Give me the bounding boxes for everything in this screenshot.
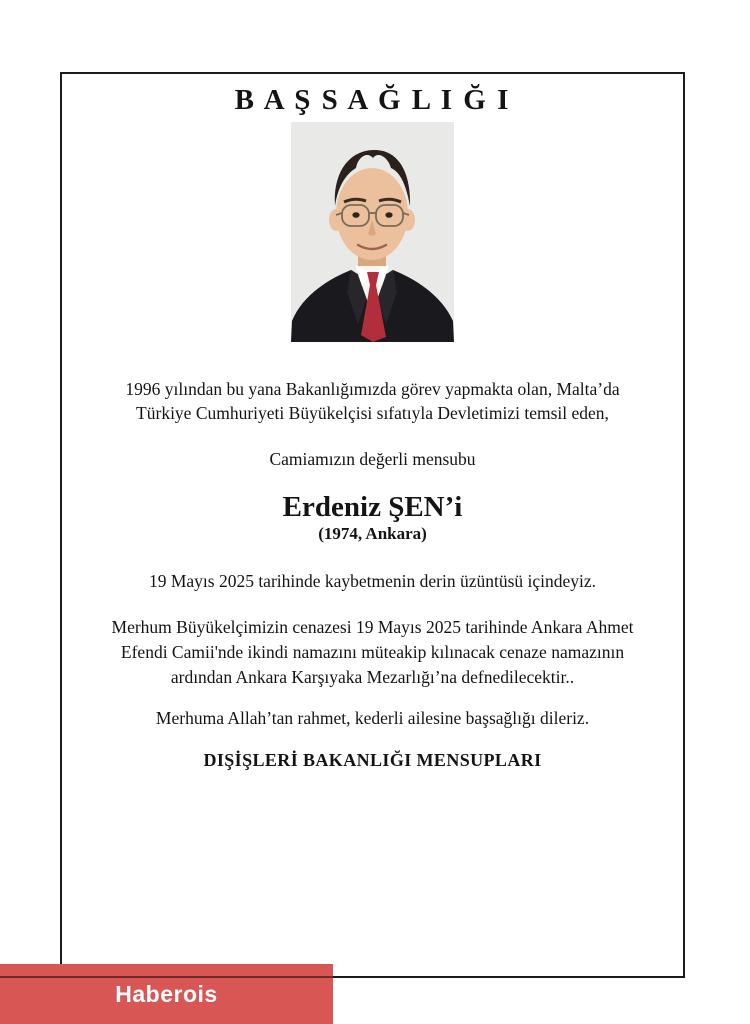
- member-line: Camiamızın değerli mensubu: [269, 449, 476, 469]
- intro-paragraph: [62, 377, 683, 425]
- deceased-name: Erdeniz ŞEN’i: [282, 491, 463, 523]
- watermark-banner: [0, 964, 333, 1024]
- condolence-line: Merhuma Allah’tan rahmet, kederli ailesine başsağlığı dileriz.: [155, 708, 590, 728]
- notice-title: B A Ş S A Ğ L I Ğ I: [234, 84, 511, 116]
- intro-line-2: Türkiye Cumhuriyeti Büyükelçisi sıfatıyla Devletimizi temsil eden,: [136, 403, 609, 423]
- intro-line-1: 1996 yılından bu yana Bakanlığımızda görev yapmakta olan, Malta’da: [125, 379, 620, 399]
- funeral-line-1: Merhum Büyükelçimizin cenazesi 19 Mayıs 2025 tarihinde Ankara Ahmet: [111, 617, 634, 637]
- loss-line: 19 Mayıs 2025 tarihinde kaybetmenin derin üzüntüsü içindeyiz.: [148, 571, 597, 591]
- portrait-photo: [291, 122, 454, 342]
- watermark-label: Haberois: [115, 980, 218, 1007]
- funeral-line-2: Efendi Camii'nde ikindi namazını müteakip kılınacak cenaze namazının: [120, 642, 625, 662]
- eye-right: [385, 212, 392, 218]
- birth-info: (1974, Ankara): [318, 524, 427, 543]
- condolence-notice-card: [60, 72, 685, 978]
- eye-left: [352, 212, 359, 218]
- funeral-line-3: ardından Ankara Karşıyaka Mezarlığı’na defnedilecektir..: [170, 667, 575, 687]
- funeral-paragraph: [62, 615, 683, 690]
- face: [336, 168, 408, 260]
- signature-line: DIŞİŞLERİ BAKANLIĞI MENSUPLARI: [203, 750, 542, 770]
